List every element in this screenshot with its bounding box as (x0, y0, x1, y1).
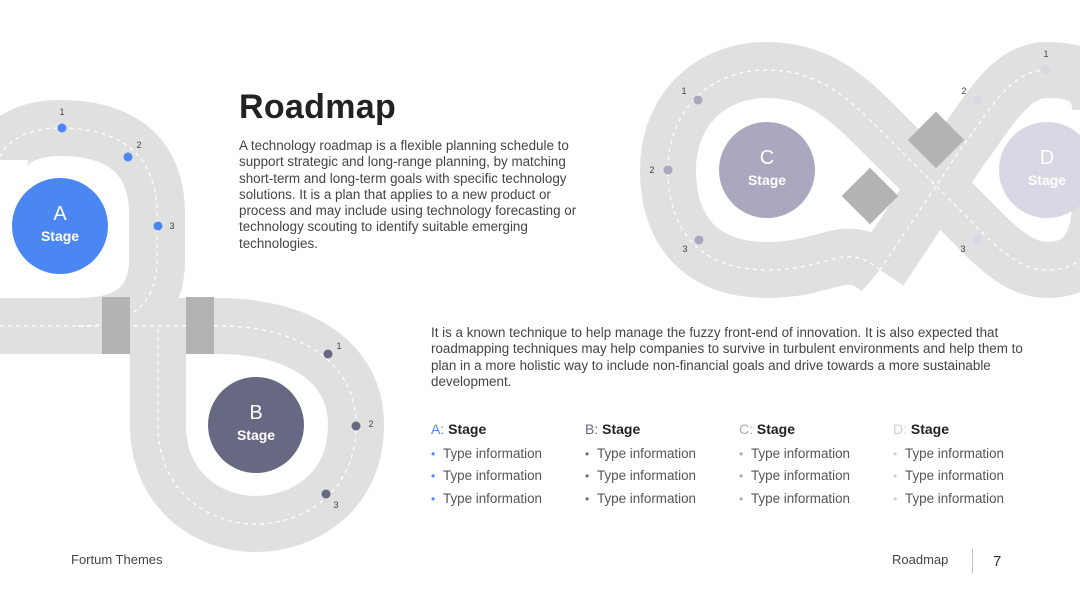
footer-section: Roadmap (892, 552, 949, 567)
stage-column-c (739, 421, 889, 510)
checkpoint-label: 2 (136, 140, 142, 150)
footer-brand: Fortum Themes (71, 552, 163, 567)
checkpoint-label: 2 (368, 419, 374, 429)
column-title: Stage (910, 421, 950, 437)
stage-d-letter: D (1039, 147, 1055, 169)
column-heading (893, 421, 1043, 437)
column-letter: B: (585, 421, 599, 437)
stage-a-label: Stage (40, 228, 80, 244)
list-item: • Type information (893, 468, 1004, 484)
column-title: Stage (448, 421, 487, 437)
column-heading (585, 421, 735, 437)
list-item: • Type information (585, 468, 696, 484)
checkpoint-label: 3 (960, 244, 966, 254)
stage-column-b (585, 421, 735, 510)
list-item: • Type information (431, 490, 542, 506)
list-item: • Type information (585, 446, 696, 461)
list-item: • Type information (893, 446, 1004, 461)
road-joint (102, 297, 130, 354)
checkpoint-label: 3 (169, 221, 175, 231)
list-item: • Type information (739, 446, 850, 461)
checkpoint-dot (664, 166, 673, 175)
stage-d-label: Stage (1027, 172, 1067, 188)
checkpoint-dot (154, 222, 163, 231)
stage-a-letter: A (53, 203, 67, 225)
column-title: Stage (756, 421, 796, 437)
checkpoint-dot (124, 153, 133, 162)
stage-b-label: Stage (236, 427, 276, 443)
footer-divider (972, 549, 973, 573)
checkpoint-label: 2 (961, 86, 967, 96)
column-heading (739, 421, 889, 437)
body-paragraph: It is a known technique to help manage the fuzzy front-end of innovation. It is also expected that roadmapping techniques may help companies to survive in turbulent environments and help them to plan in a more holistic way to include non-financial goals and drive towards a more sustainable development. (431, 325, 1023, 389)
stage-c-letter: C (759, 147, 775, 169)
checkpoint-dot (1042, 66, 1051, 75)
list-item: • Type information (739, 490, 850, 506)
column-title: Stage (602, 421, 641, 437)
checkpoint-label: 3 (333, 500, 339, 510)
stage-b-circle (208, 377, 304, 473)
stage-column-d (893, 421, 1043, 510)
list-item: • Type information (893, 490, 1004, 506)
checkpoint-label: 1 (59, 107, 65, 117)
checkpoint-dot (694, 96, 703, 105)
stage-d-circle (999, 122, 1080, 218)
list-item: • Type information (739, 468, 850, 484)
checkpoint-label: 1 (1043, 49, 1049, 59)
stage-column-a (431, 421, 581, 510)
checkpoint-dot (974, 96, 983, 105)
stage-a-circle (12, 178, 108, 274)
column-letter: C: (739, 421, 753, 437)
checkpoint-dot (322, 490, 331, 499)
column-letter: A: (431, 421, 445, 437)
stage-c-label: Stage (747, 172, 787, 188)
checkpoint-dot (324, 350, 333, 359)
list-item: • Type information (431, 446, 542, 461)
checkpoint-label: 1 (336, 341, 342, 351)
list-item: • Type information (431, 468, 542, 484)
stage-c-circle (719, 122, 815, 218)
intro-paragraph: A technology roadmap is a flexible planning schedule to support strategic and long-range planning, by matching short-term and long-term goals with specific technology solutions. It is a plan that applies to a new product or process and may include using technology forecasting or technology scouting to identify suitable emerging technologies. (239, 138, 577, 251)
column-heading (431, 421, 581, 437)
list-item: • Type information (585, 490, 696, 506)
checkpoint-dot (352, 422, 361, 431)
stage-b-letter: B (249, 402, 263, 424)
checkpoint-dot (58, 124, 67, 133)
checkpoint-label: 3 (682, 244, 688, 254)
checkpoint-dot (973, 236, 982, 245)
checkpoint-dot (695, 236, 704, 245)
checkpoint-label: 2 (649, 165, 655, 175)
page-title: Roadmap (239, 88, 397, 126)
road-joint (186, 297, 214, 354)
column-letter: D: (893, 421, 907, 437)
checkpoint-label: 1 (681, 86, 687, 96)
page-number: 7 (993, 553, 1002, 570)
